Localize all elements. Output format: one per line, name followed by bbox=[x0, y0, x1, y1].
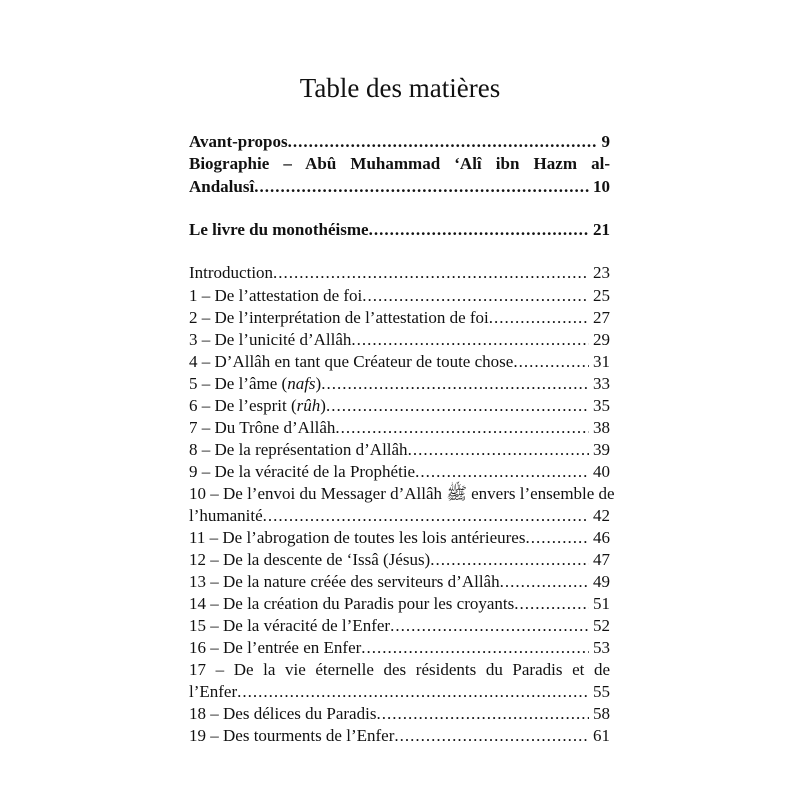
dot-leader bbox=[390, 615, 589, 637]
toc-entry-title: 8 – De la représentation d’Allâh bbox=[189, 440, 408, 459]
toc-entry-chapter-2[interactable] bbox=[189, 307, 610, 329]
toc-entry-title: Andalusî bbox=[189, 177, 255, 196]
toc-entry-chapter-7[interactable] bbox=[189, 417, 610, 439]
toc-entry-title bbox=[189, 373, 321, 395]
toc-entry-page: 49 bbox=[593, 572, 610, 591]
toc-entry-title: 1 – De l’attestation de foi bbox=[189, 286, 363, 305]
toc-entry-page: 25 bbox=[593, 286, 610, 305]
toc-entry-chapter-14[interactable] bbox=[189, 593, 610, 615]
toc-entry-chapter-17-line2[interactable] bbox=[189, 681, 610, 703]
toc-entry-title: 2 – De l’interprétation de l’attestation de foi bbox=[189, 308, 489, 327]
toc-entry-page: 47 bbox=[593, 550, 610, 569]
toc-entry-title: 7 – Du Trône d’Allâh bbox=[189, 418, 336, 437]
dot-leader bbox=[335, 417, 589, 439]
toc-entry-page: 35 bbox=[593, 396, 610, 415]
toc-entry-introduction[interactable] bbox=[189, 262, 610, 284]
toc-entry-page: 52 bbox=[593, 616, 610, 635]
toc-entry-page: 42 bbox=[593, 506, 610, 525]
toc-entry-title: 13 – De la nature créée des serviteurs d’Allâh bbox=[189, 572, 500, 591]
dot-leader bbox=[514, 593, 589, 615]
dot-leader bbox=[430, 549, 589, 571]
toc-entry-title: 16 – De l’entrée en Enfer bbox=[189, 638, 362, 657]
toc-entry-page: 58 bbox=[593, 704, 610, 723]
toc-entry-chapter-10-line2[interactable] bbox=[189, 505, 610, 527]
dot-leader bbox=[489, 307, 589, 329]
toc-entry-title: 15 – De la véracité de l’Enfer bbox=[189, 616, 391, 635]
dot-leader bbox=[408, 439, 589, 461]
toc-entry-chapter-10-line1[interactable] bbox=[189, 483, 615, 505]
toc-entry-title: l’Enfer bbox=[189, 682, 238, 701]
toc-entry-chapter-6[interactable] bbox=[189, 395, 610, 417]
toc-entry-title: 14 – De la création du Paradis pour les croyants bbox=[189, 594, 515, 613]
dot-leader bbox=[361, 637, 589, 659]
toc-entry-page: 31 bbox=[593, 352, 610, 371]
toc-entry-title: Avant-propos bbox=[189, 132, 288, 151]
toc-entry-page: 40 bbox=[593, 462, 610, 481]
dot-leader bbox=[500, 571, 589, 593]
dot-leader bbox=[321, 373, 589, 395]
dot-leader bbox=[351, 329, 589, 351]
toc-entry-page: 38 bbox=[593, 418, 610, 437]
toc-entry-title: Biographie – Abû Muhammad ‘Alî ibn Hazm al- bbox=[189, 154, 610, 173]
toc-entry-title: 9 – De la véracité de la Prophétie bbox=[189, 462, 416, 481]
dot-leader bbox=[369, 219, 589, 241]
toc-entry-page: 51 bbox=[593, 594, 610, 613]
toc-entry-title: l’humanité bbox=[189, 506, 263, 525]
toc-entry-page: 23 bbox=[593, 263, 610, 282]
dot-leader bbox=[263, 505, 589, 527]
toc-entry-biographie-line1[interactable] bbox=[189, 153, 610, 175]
toc-entry-biographie-line2[interactable] bbox=[189, 176, 610, 198]
toc-entry-chapter-17-line1[interactable] bbox=[189, 659, 610, 681]
dot-leader bbox=[237, 681, 589, 703]
dot-leader bbox=[254, 176, 589, 198]
toc-entry-chapter-1[interactable] bbox=[189, 285, 610, 307]
dot-leader bbox=[415, 461, 589, 483]
toc-entry-title: 18 – Des délices du Paradis bbox=[189, 704, 377, 723]
toc-entry-title: Le livre du monothéisme bbox=[189, 220, 369, 239]
toc-entry-title: Introduction bbox=[189, 263, 274, 282]
toc-entry-title: 4 – D’Allâh en tant que Créateur de toute chose bbox=[189, 352, 514, 371]
dot-leader bbox=[376, 703, 589, 725]
toc-entry-chapter-16[interactable] bbox=[189, 637, 610, 659]
title-part: ) bbox=[320, 396, 326, 415]
toc-entry-chapter-3[interactable] bbox=[189, 329, 610, 351]
toc-entry-page: 21 bbox=[593, 220, 610, 239]
toc-entry-title: 19 – Des tourments de l’Enfer bbox=[189, 726, 395, 745]
toc-entry-page: 39 bbox=[593, 440, 610, 459]
title-part: 5 – De l’âme ( bbox=[189, 374, 288, 393]
toc-entry-chapter-13[interactable] bbox=[189, 571, 610, 593]
toc-entry-title: 12 – De la descente de ‘Issâ (Jésus) bbox=[189, 550, 431, 569]
dot-leader bbox=[288, 131, 598, 153]
dot-leader bbox=[513, 351, 589, 373]
toc-entry-page: 46 bbox=[593, 528, 610, 547]
toc-entry-chapter-8[interactable] bbox=[189, 439, 610, 461]
dot-leader bbox=[394, 725, 589, 747]
toc-entry-avant-propos[interactable] bbox=[189, 131, 610, 153]
toc-entry-livre-monotheisme[interactable] bbox=[189, 219, 610, 241]
title-part: ) bbox=[315, 374, 322, 393]
toc-entry-title: 17 – De la vie éternelle des résidents du Paradis et de bbox=[189, 660, 610, 679]
toc-entry-page: 29 bbox=[593, 330, 610, 349]
toc-entry-chapter-9[interactable] bbox=[189, 461, 610, 483]
toc-entry-chapter-11[interactable] bbox=[189, 527, 610, 549]
dot-leader bbox=[326, 395, 589, 417]
toc-entry-page: 10 bbox=[593, 177, 610, 196]
toc-entry-chapter-19[interactable] bbox=[189, 725, 610, 747]
toc-entry-page: 9 bbox=[601, 132, 610, 151]
toc-entry-chapter-18[interactable] bbox=[189, 703, 610, 725]
dot-leader bbox=[362, 285, 589, 307]
toc-entry-page: 55 bbox=[593, 682, 610, 701]
toc-entry-title: 11 – De l’abrogation de toutes les lois antérieures bbox=[189, 528, 526, 547]
toc-entry-title: 10 – De l’envoi du Messager d’Allâh ﷺ envers l’ensemble de bbox=[189, 484, 615, 503]
toc-entry-title bbox=[189, 395, 326, 417]
title-italic-term: rûh bbox=[296, 396, 321, 415]
toc-entry-chapter-4[interactable] bbox=[189, 351, 610, 373]
toc-entry-page: 33 bbox=[593, 374, 610, 393]
dot-leader bbox=[525, 527, 589, 549]
title-italic-term: nafs bbox=[287, 374, 316, 393]
toc-entry-chapter-12[interactable] bbox=[189, 549, 610, 571]
toc-entry-page: 61 bbox=[593, 726, 610, 745]
page-title: Table des matières bbox=[299, 73, 501, 103]
dot-leader bbox=[273, 262, 589, 284]
toc-entry-title: 3 – De l’unicité d’Allâh bbox=[189, 330, 352, 349]
title-part: 6 – De l’esprit ( bbox=[189, 396, 297, 415]
toc-entry-page: 27 bbox=[593, 308, 610, 327]
toc-entry-chapter-15[interactable] bbox=[189, 615, 610, 637]
toc-entry-chapter-5[interactable] bbox=[189, 373, 610, 395]
toc-entry-page: 53 bbox=[593, 638, 610, 657]
